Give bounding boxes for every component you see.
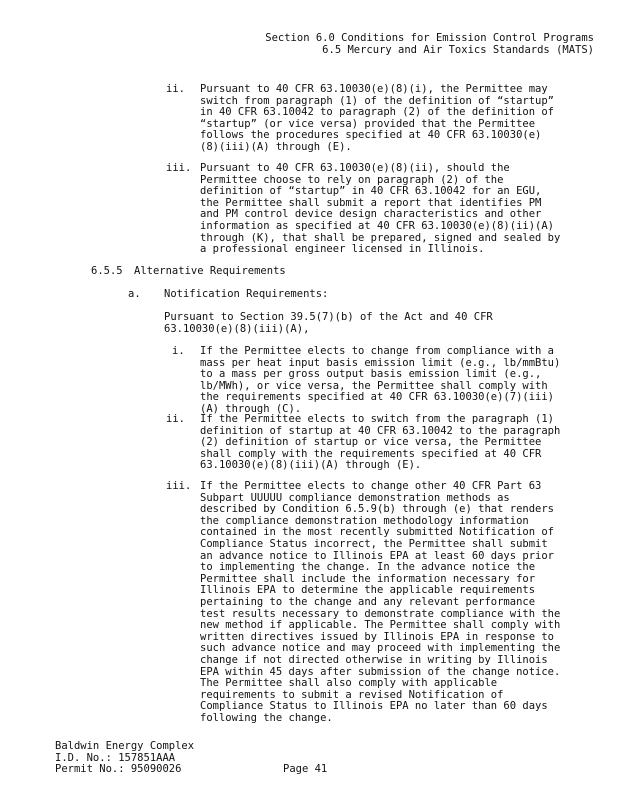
- paragraph-startup-report: Pursuant to 40 CFR 63.10030(e)(8)(ii), should the Permittee choose to rely on paragraph (2) of the definition of “startup” in 40 CFR 63.10042 for an EGU, the Permittee shall submit a report that identifies PM and PM control device design characteristics and other information as specified at 40 CFR 63.10030(e)(8)(ii)(A) through (K), that shall be prepared, signed and sealed by a professional engineer licensed in Illinois.: [200, 162, 561, 256]
- paragraph-emission-limit-change: If the Permittee elects to change from compliance with a mass per heat input basis emission limit (e.g., lb/mmBtu) to a mass per gross output basis emission limit (e.g., lb/MWh), or vice versa, the Permittee shall comply with the requirements specified at 40 CFR 63.10030(e)(7)(iii)(A) through (C).: [200, 345, 561, 415]
- footer-facility: Baldwin Energy Complex: [55, 740, 195, 752]
- intro-paragraph: Pursuant to Section 39.5(7)(b) of the Act and 40 CFR 63.10030(e)(8)(iii)(A),: [164, 311, 493, 335]
- paragraph-startup-definition-switch: If the Permittee elects to switch from the paragraph (1) definition of startup at 40 CFR 63.10042 to the paragraph (2) definition of startup or vice versa, the Permittee shall comply with the requirements specified at 40 CFR 63.10030(e)(8)(iii)(A) through (E).: [200, 413, 561, 472]
- header-section-title: Section 6.0 Conditions for Emission Control Programs: [265, 32, 594, 44]
- footer-permit-number: Permit No.: 95090026: [55, 763, 182, 776]
- section-number: 6.5.5: [91, 265, 123, 277]
- page-header: [265, 33, 594, 56]
- header-subsection-title: 6.5 Mercury and Air Toxics Standards (MATS): [322, 43, 594, 56]
- page-number: Page 41: [283, 763, 328, 775]
- page-footer: [55, 741, 194, 776]
- item-number: iii.: [166, 162, 192, 174]
- item-number: ii.: [166, 83, 185, 95]
- paragraph-startup-switch: Pursuant to 40 CFR 63.10030(e)(8)(i), the Permittee may switch from paragraph (1) of the definition of “startup” in 40 CFR 63.10042 to paragraph (2) of the definition of “startup” (or vice versa) provided that the Permittee follows the procedures specified at 40 CFR 63.10030(e)(8)(iii)(A) through (E).: [200, 83, 555, 153]
- paragraph-compliance-method-change: If the Permittee elects to change other 40 CFR Part 63 Subpart UUUUU compliance demonstration methods as described by Condition 6.5.9(b) through (e) that renders the compliance demonstration methodology information contained in the most recently submitted Notification of Compliance Status incorrect, the Permittee shall submit an advance notice to Illinois EPA at least 60 days prior to implementing the change. In the advance notice the Permittee shall include the information necessary for Illinois EPA to determine the applicable requirements pertaining to the change and any relevant performance test results necessary to demonstrate compliance with the new method if applicable. The Permittee shall comply with written directives issued by Illinois EPA in response to such advance notice and may proceed with implementing the change if not directed otherwise in writing by Illinois EPA within 45 days after submission of the change notice. The Permittee shall also comply with applicable requirements to submit a revised Notification of Compliance Status to Illinois EPA no later than 60 days following the change.: [200, 480, 561, 724]
- subsection-letter: a.: [128, 288, 141, 300]
- subsection-heading: Notification Requirements:: [164, 288, 329, 300]
- item-number: i.: [172, 345, 185, 357]
- footer-id-number: I.D. No.: 157851AAA: [55, 751, 176, 764]
- section-heading: Alternative Requirements: [134, 265, 286, 277]
- item-number: ii.: [166, 413, 185, 425]
- item-number: iii.: [166, 480, 192, 492]
